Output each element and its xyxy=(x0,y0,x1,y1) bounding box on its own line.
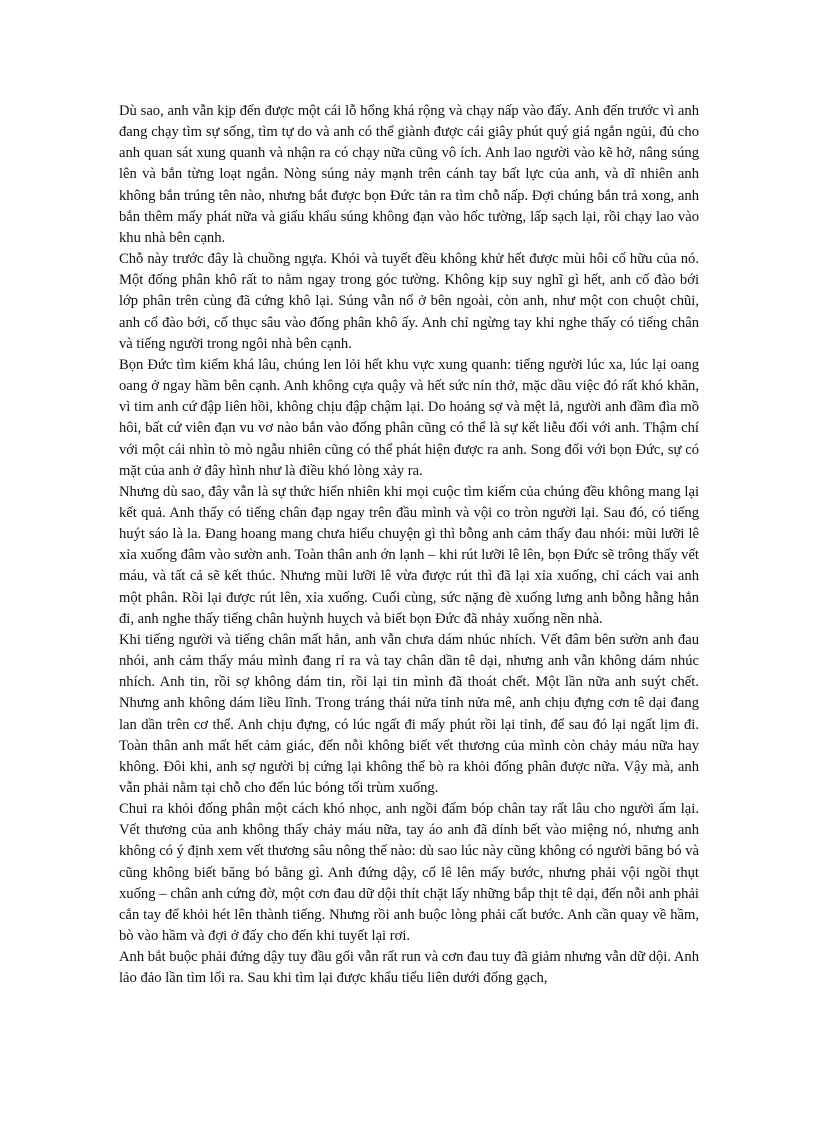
paragraph: Anh bắt buộc phải đứng dậy tuy đầu gối vẫn rất run và cơn đau tuy đã giảm nhưng vẫn dữ dội. Anh lảo đảo lần tìm lối ra. Sau khi tìm lại được khẩu tiểu liên dưới đống gạch, xyxy=(119,949,699,987)
paragraph: Chỗ này trước đây là chuồng ngựa. Khói và tuyết đều không khử hết được mùi hôi cố hữu của nó. Một đống phân khô rất to nằm ngay trong góc tường. Không kịp suy nghĩ gì hết, anh cố đào bới lớp phân trên cùng đã cứng khô lại. Súng vẫn nổ ở bên ngoài, còn anh, như một con chuột chũi, anh cố đào bới, cố thục sâu vào đống phân khô ấy. Anh chỉ ngừng tay khi nghe thấy có tiếng chân và tiếng người trong ngôi nhà bên cạnh. xyxy=(119,251,699,352)
body-text xyxy=(119,101,699,990)
paragraph: Khi tiếng người và tiếng chân mất hẳn, anh vẫn chưa dám nhúc nhích. Vết đâm bên sườn anh đau nhói, anh cảm thấy máu mình đang rỉ ra và tay chân dần tê dại, nhưng anh vẫn không dám nhúc nhích. Anh tin, rồi sợ không dám tin, rồi lại tin mình đã thoát chết. Một lần nữa anh suýt chết. Nhưng anh không dám liều lĩnh. Trong tráng thái nửa tỉnh nửa mê, anh chịu đựng cơn tê dại đang lan dần trên cơ thể. Anh chịu đựng, có lúc ngất đi mấy phút rồi lại tỉnh, để sau đó lại ngất lịm đi. Toàn thân anh mất hết cảm giác, đến nỗi không biết vết thương của mình còn chảy máu nữa hay không. Đôi khi, anh sợ người bị cứng lại không thể bò ra khỏi đống phân được nữa. Vậy mà, anh vẫn phải nằm tại chỗ cho đến lúc bóng tối trùm xuống. xyxy=(119,631,699,796)
paragraph: Dù sao, anh vẫn kịp đến được một cái lỗ hổng khá rộng và chạy nấp vào đấy. Anh đến trước vì anh đang chạy tìm sự sống, tìm tự do và anh có thể giành được cái giây phút quý giá ngắn ngủi, đủ cho anh quan sát xung quanh và nhận ra có chạy nữa cũng vô ích. Anh lao người vào kẽ hở, nâng súng lên và bắn từng loạt ngắn. Nòng súng nảy mạnh trên cánh tay bất lực của anh, và dĩ nhiên anh không bắn trúng tên nào, nhưng bắt được bọn Đức tản ra tìm chỗ nấp. Đợi chúng bắn trả xong, anh bắn thêm mấy phát nữa và giấu khẩu súng không đạn vào hốc tường, lấp sạch lại, rồi chạy lao vào khu nhà bên cạnh. xyxy=(119,103,699,246)
paragraph: Nhưng dù sao, đây vẫn là sự thức hiển nhiên khi mọi cuộc tìm kiếm của chúng đều không mang lại kết quả. Anh thấy có tiếng chân đạp ngay trên đầu mình và vội co tròn người lại. Sau đó, có tiếng huýt sáo là la. Đang hoang mang chưa hiểu chuyện gì thì bỗng anh cảm thấy đau nhói: mũi lưỡi lê xỉa xuống đâm vào sườn anh. Toàn thân anh ớn lạnh – khi rút lưỡi lê lên, bọn Đức sẽ trông thấy vết máu, và tất cả sẽ kết thúc. Nhưng mũi lưỡi lê vừa được rút thì đã lại xỉa xuống, chỉ cách vai anh một phân. Rồi lại được rút lên, xỉa xuống. Cuối cùng, sức nặng đè xuống lưng anh bỗng hẫng hẳn đi, anh nghe thấy tiếng chân huỳnh huỵch và biết bọn Đức đã nhảy xuống nền nhà. xyxy=(119,483,699,627)
paragraph: Chui ra khỏi đống phân một cách khó nhọc, anh ngồi đấm bóp chân tay rất lâu cho người ấm lại. Vết thương của anh không thấy chảy máu nữa, tay áo anh đã dính bết vào miệng nó, nhưng anh không có ý định xem vết thương sâu nông thế nào: dù sao lúc này cũng không có người băng bó và cũng không biết băng bó bằng gì. Anh đứng dậy, cố lê lên mấy bước, nhưng phải vội ngồi thụt xuống – chân anh cứng đờ, một cơn đau dữ dội thít chặt lấy những bắp thịt tê dại, đến nỗi anh phải cắn tay để khỏi hét lên thành tiếng. Nhưng rồi anh buộc lòng phải cất bước. Anh cần quay về hầm, bò vào hầm và đợi ở đấy cho đến khi tuyết lại rơi. xyxy=(119,801,699,945)
paragraph: Bọn Đức tìm kiếm khá lâu, chúng len lỏi hết khu vực xung quanh: tiếng người lúc xa, lúc lại oang oang ở ngay hầm bên cạnh. Anh không cựa quậy và hết sức nín thở, mặc dầu việc đó rất khó khăn, vì tim anh cứ đập liên hồi, không chịu đập chậm lại. Do hoảng sợ và mệt lả, người anh đầm đìa mồ hôi, bất cứ viên đạn vu vơ nào bắn vào đống phân cũng có thể là sự kết liễu đối với anh. Thậm chí với một cái nhìn tò mò ngẫu nhiên cũng có thể phát hiện được ra anh. Song đối với bọn Đức, sự có mặt của anh ở đây hình như là điều khó lòng xảy ra. xyxy=(119,356,699,479)
